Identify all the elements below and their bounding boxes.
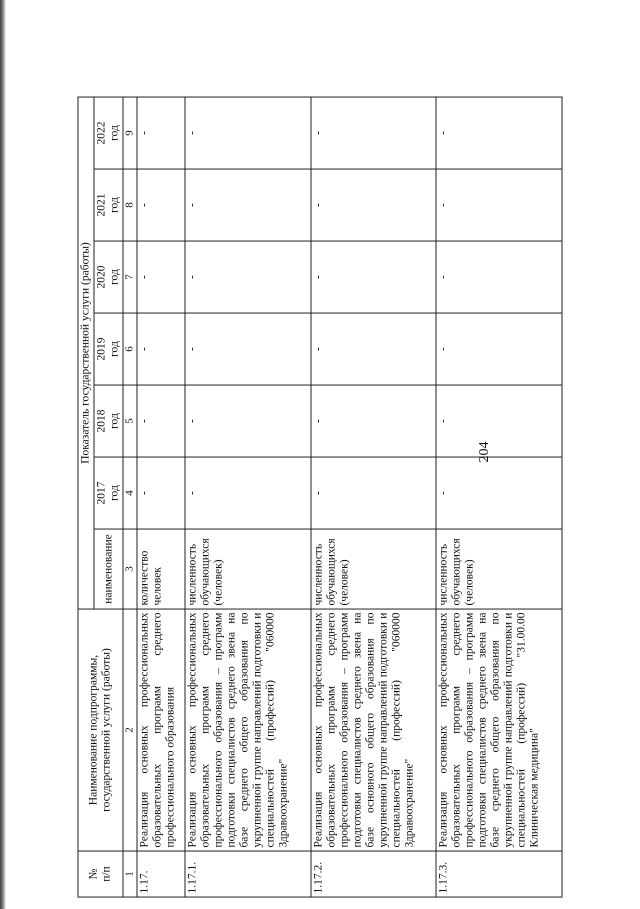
row-number: 1.17.2. <box>311 851 437 897</box>
column-number: 1 <box>123 851 137 897</box>
header-unit: наименование <box>94 529 123 609</box>
header-number: № п/п <box>78 851 123 897</box>
indicator-value: - <box>185 313 311 385</box>
indicator-value: - <box>137 241 185 313</box>
indicator-value: - <box>311 97 437 169</box>
table-row <box>311 97 437 897</box>
column-number: 3 <box>123 529 137 609</box>
column-number: 8 <box>123 169 137 241</box>
indicator-value: - <box>311 169 437 241</box>
indicator-value: - <box>137 457 185 529</box>
column-number: 6 <box>123 313 137 385</box>
indicator-value: - <box>185 169 311 241</box>
indicator-value: - <box>137 385 185 457</box>
indicator-value: - <box>436 313 562 385</box>
indicator-value: - <box>436 97 562 169</box>
service-name: Реализация основных профессиональных образовательных программ среднего профессионального образования – программ подготовки специалистов среднего звена на базе среднего общего образования по укрупненной группе направлений подготовки и специальностей (профессий) "060000 Здравоохранение" <box>185 609 311 851</box>
indicator-unit: численность обучающихся (человек) <box>311 529 437 609</box>
indicator-value: - <box>185 97 311 169</box>
indicator-unit: численность обучающихся (человек) <box>436 529 562 609</box>
header-service-name: Наименование подпрограммы, государственной услуги (работы) <box>78 609 123 851</box>
column-number-row <box>123 97 137 897</box>
header-year: 2020 год <box>94 241 123 313</box>
service-name: Реализация основных профессиональных образовательных программ среднего профессионального образования <box>137 609 185 851</box>
indicator-value: - <box>137 313 185 385</box>
indicator-value: - <box>436 169 562 241</box>
indicator-value: - <box>311 313 437 385</box>
service-name: Реализация основных профессиональных образовательных программ среднего профессионального образования – программ подготовки специалистов среднего звена на базе среднего общего образования по укрупненной группе направлений подготовки и специальностей (профессий) "31.00.00 Клиническая медицина" <box>436 609 562 851</box>
row-number: 1.17.1. <box>185 851 311 897</box>
indicator-value: - <box>311 457 437 529</box>
indicator-value: - <box>137 97 185 169</box>
table-row <box>185 97 311 897</box>
page-number: 204 <box>477 441 492 463</box>
indicator-value: - <box>185 457 311 529</box>
indicator-value: - <box>185 241 311 313</box>
column-number: 9 <box>123 97 137 169</box>
indicator-unit: количество человек <box>137 529 185 609</box>
indicator-value: - <box>436 385 562 457</box>
column-number: 7 <box>123 241 137 313</box>
row-number: 1.17. <box>137 851 185 897</box>
row-number: 1.17.3. <box>436 851 562 897</box>
scan-edge-shadow <box>0 0 6 909</box>
header-year: 2018 год <box>94 385 123 457</box>
indicator-value: - <box>185 385 311 457</box>
header-indicator-group: Показатель государственной услуги (работы) <box>78 97 94 609</box>
indicator-table <box>78 96 563 897</box>
indicator-value: - <box>436 457 562 529</box>
indicator-unit: численность обучающихся (человек) <box>185 529 311 609</box>
service-name: Реализация основных профессиональных образовательных программ среднего профессионального образования – программ подготовки специалистов среднего звена на базе основного общего образования по укрупненной группе направлений подготовки и специальностей (профессий) "060000 Здравоохранение" <box>311 609 437 851</box>
indicator-value: - <box>436 241 562 313</box>
table-row <box>137 97 185 897</box>
header-year: 2021 год <box>94 169 123 241</box>
table-row <box>436 97 562 897</box>
header-year: 2019 год <box>94 313 123 385</box>
column-number: 4 <box>123 457 137 529</box>
column-number: 2 <box>123 609 137 851</box>
header-year: 2017 год <box>94 457 123 529</box>
indicator-value: - <box>311 385 437 457</box>
column-number: 5 <box>123 385 137 457</box>
indicator-value: - <box>137 169 185 241</box>
header-year: 2022 год <box>94 97 123 169</box>
indicator-value: - <box>311 241 437 313</box>
